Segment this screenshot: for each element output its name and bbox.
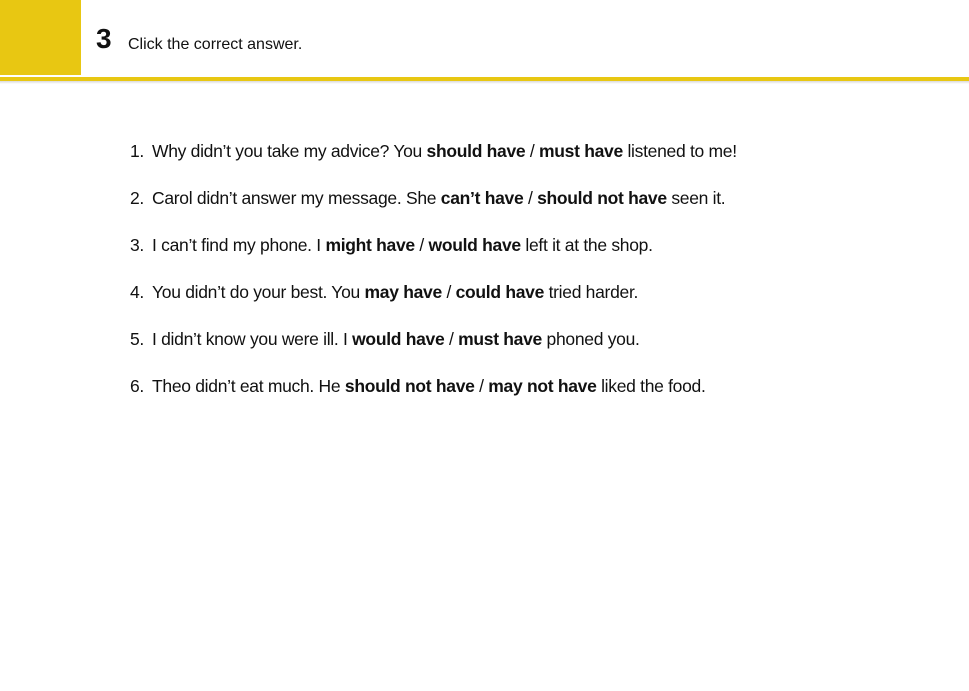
accent-block <box>0 0 81 75</box>
question-2 <box>130 185 737 232</box>
answer-option-b[interactable]: should not have <box>537 188 667 208</box>
question-text-after: seen it. <box>666 188 726 208</box>
answer-option-a[interactable]: might have <box>325 235 415 255</box>
question-number: 6. <box>130 376 144 396</box>
question-text-before: You didn’t do your best. You <box>152 282 365 302</box>
question-text-after: listened to me! <box>622 141 737 161</box>
question-text-after: tried harder. <box>544 282 639 302</box>
option-separator: / <box>525 141 540 161</box>
question-text-before: Theo didn’t eat much. He <box>152 376 345 396</box>
question-5 <box>130 326 737 373</box>
option-separator: / <box>474 376 489 396</box>
option-separator: / <box>444 329 459 349</box>
header-shadow <box>0 81 969 84</box>
question-3 <box>130 232 737 279</box>
exercise-header <box>0 0 969 78</box>
answer-option-b[interactable]: must have <box>539 141 623 161</box>
question-text-before: I didn’t know you were ill. I <box>152 329 353 349</box>
answer-option-b[interactable]: may not have <box>488 376 597 396</box>
question-text-before: I can’t find my phone. I <box>152 235 326 255</box>
question-text-before: Carol didn’t answer my message. She <box>152 188 441 208</box>
option-separator: / <box>441 282 456 302</box>
answer-option-b[interactable]: could have <box>455 282 545 302</box>
answer-option-a[interactable]: should have <box>426 141 526 161</box>
answer-option-a[interactable]: would have <box>352 329 445 349</box>
question-4 <box>130 279 737 326</box>
answer-option-a[interactable]: should not have <box>344 376 475 396</box>
question-number: 1. <box>130 141 144 161</box>
question-number: 5. <box>130 329 144 349</box>
question-text-after: left it at the shop. <box>520 235 653 255</box>
question-text-before: Why didn’t you take my advice? You <box>152 141 427 161</box>
option-separator: / <box>523 188 538 208</box>
answer-option-b[interactable]: must have <box>458 329 542 349</box>
question-text-after: phoned you. <box>541 329 640 349</box>
question-text-after: liked the food. <box>596 376 706 396</box>
question-number: 2. <box>130 188 144 208</box>
exercise-number: 3 <box>96 23 112 54</box>
question-6 <box>130 373 737 420</box>
question-1 <box>130 138 737 185</box>
question-list <box>130 138 737 420</box>
question-number: 4. <box>130 282 144 302</box>
answer-option-a[interactable]: may have <box>364 282 442 302</box>
exercise-instruction: Click the correct answer. <box>128 36 303 53</box>
answer-option-a[interactable]: can’t have <box>440 188 524 208</box>
question-number: 3. <box>130 235 144 255</box>
option-separator: / <box>414 235 429 255</box>
answer-option-b[interactable]: would have <box>428 235 521 255</box>
